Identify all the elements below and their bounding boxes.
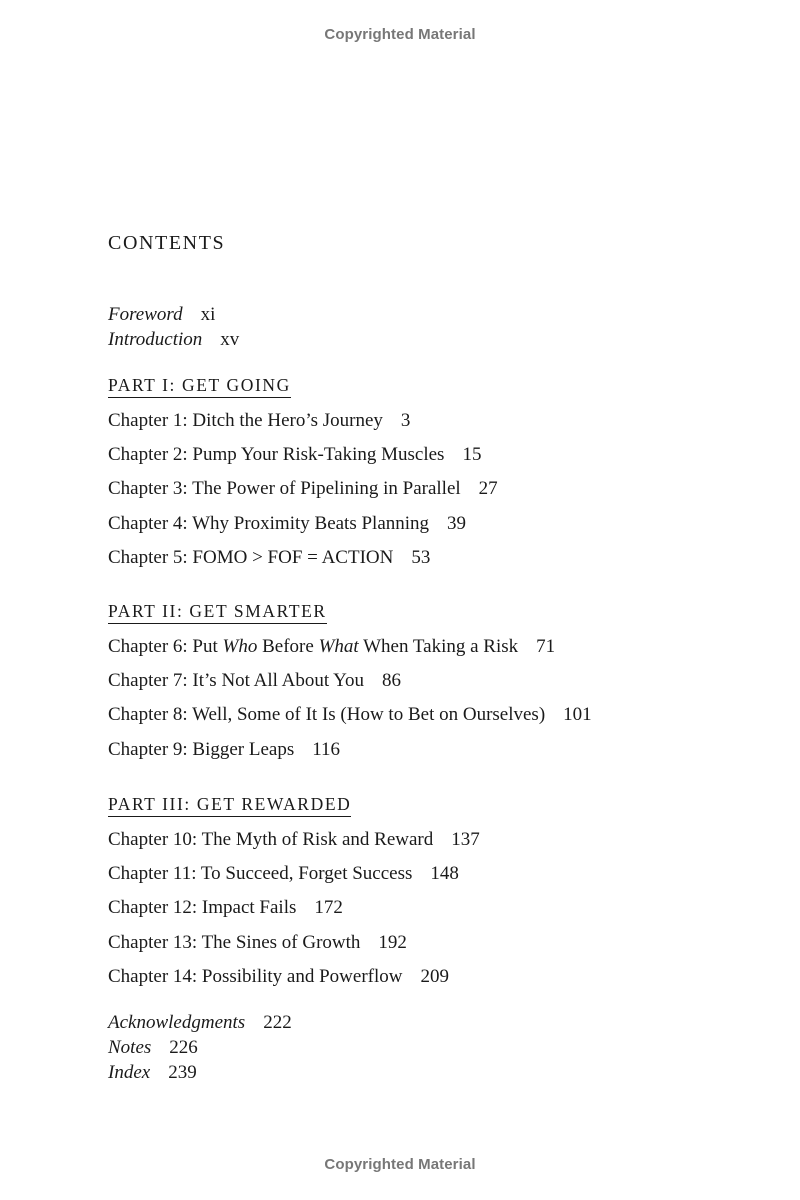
part-title: PART I: GET GOING	[108, 374, 291, 398]
chapter-label: Chapter 12: Impact Fails	[108, 897, 297, 919]
chapter-label: Chapter 8: Well, Some of It Is (How to Bet on Ourselves)	[108, 704, 546, 726]
page-number: 148	[430, 863, 459, 885]
page-number: 192	[378, 931, 407, 953]
toc-entry-notes[interactable]	[108, 1035, 292, 1060]
chapter-entry-7[interactable]	[108, 664, 592, 698]
part-title: PART III: GET REWARDED	[108, 793, 351, 817]
page-number: 209	[420, 965, 449, 987]
toc-entry-foreword[interactable]	[108, 302, 239, 327]
chapter-entry-5[interactable]	[108, 541, 498, 575]
page-number: 39	[447, 512, 467, 534]
chapter-label: Chapter 9: Bigger Leaps	[108, 738, 295, 760]
chapter-list	[108, 630, 592, 767]
page-number: 71	[536, 636, 556, 657]
copyright-notice-top: Copyrighted Material	[324, 26, 476, 43]
page-number: 3	[400, 410, 411, 431]
chapter-list	[108, 823, 480, 994]
chapter-label: Chapter 11: To Succeed, Forget Success	[108, 863, 413, 885]
entry-title: Acknowledgments	[108, 1012, 246, 1033]
chapter-label: Chapter 5: FOMO > FOF = ACTION	[108, 546, 394, 568]
part-2	[108, 600, 592, 767]
chapter-label: Chapter 13: The Sines of Growth	[108, 931, 361, 953]
chapter-entry-2[interactable]	[108, 438, 498, 472]
chapter-entry-13[interactable]	[108, 926, 480, 960]
page-number: 53	[411, 546, 431, 568]
toc-entry-index[interactable]	[108, 1060, 292, 1085]
page-number: 27	[478, 478, 498, 500]
chapter-label: Chapter 2: Pump Your Risk-Taking Muscles	[108, 444, 445, 466]
entry-title: Notes	[108, 1037, 152, 1058]
chapter-label: Chapter 3: The Power of Pipelining in Parallel	[108, 478, 461, 500]
page-number: 101	[563, 704, 592, 726]
part-3	[108, 793, 480, 994]
chapter-entry-4[interactable]	[108, 507, 498, 541]
chapter-list	[108, 404, 498, 575]
page-number: 239	[168, 1062, 197, 1083]
chapter-label-middle: Before	[257, 636, 319, 657]
part-1	[108, 374, 498, 575]
chapter-entry-1[interactable]	[108, 404, 498, 438]
page-number: 86	[382, 670, 401, 692]
chapter-entry-14[interactable]	[108, 960, 480, 994]
page-number: xi	[200, 304, 216, 325]
chapter-entry-10[interactable]	[108, 823, 480, 857]
chapter-entry-3[interactable]	[108, 472, 498, 506]
chapter-entry-11[interactable]	[108, 857, 480, 891]
chapter-entry-12[interactable]	[108, 891, 480, 925]
part-title: PART II: GET SMARTER	[108, 600, 327, 624]
chapter-label-start: Chapter 6: Put	[108, 636, 223, 657]
entry-title: Foreword	[108, 304, 183, 325]
page-number: 137	[451, 829, 480, 850]
contents-heading: CONTENTS	[108, 232, 226, 254]
chapter-label-end: When Taking a Risk	[358, 636, 519, 657]
page-number: 15	[462, 444, 482, 466]
page-number: 226	[169, 1037, 198, 1058]
chapter-label-emphasis: Who	[222, 636, 258, 657]
chapter-label-emphasis: What	[318, 636, 359, 657]
page-number: 222	[263, 1012, 292, 1033]
page-number: 116	[312, 738, 341, 760]
front-matter	[108, 302, 239, 352]
chapter-entry-9[interactable]	[108, 733, 592, 767]
page-number: xv	[220, 329, 240, 350]
copyright-notice-bottom: Copyrighted Material	[324, 1156, 476, 1173]
chapter-entry-6[interactable]	[108, 630, 592, 664]
chapter-label: Chapter 14: Possibility and Powerflow	[108, 965, 403, 987]
chapter-label: Chapter 4: Why Proximity Beats Planning	[108, 512, 430, 534]
entry-title: Index	[108, 1062, 151, 1083]
back-matter	[108, 1010, 292, 1085]
chapter-label: Chapter 10: The Myth of Risk and Reward	[108, 829, 434, 850]
chapter-entry-8[interactable]	[108, 698, 592, 732]
chapter-label: Chapter 7: It’s Not All About You	[108, 670, 364, 692]
page-number: 172	[314, 897, 343, 919]
entry-title: Introduction	[108, 329, 203, 350]
toc-entry-introduction[interactable]	[108, 327, 239, 352]
chapter-label: Chapter 1: Ditch the Hero’s Journey	[108, 410, 383, 431]
toc-entry-acknowledgments[interactable]	[108, 1010, 292, 1035]
